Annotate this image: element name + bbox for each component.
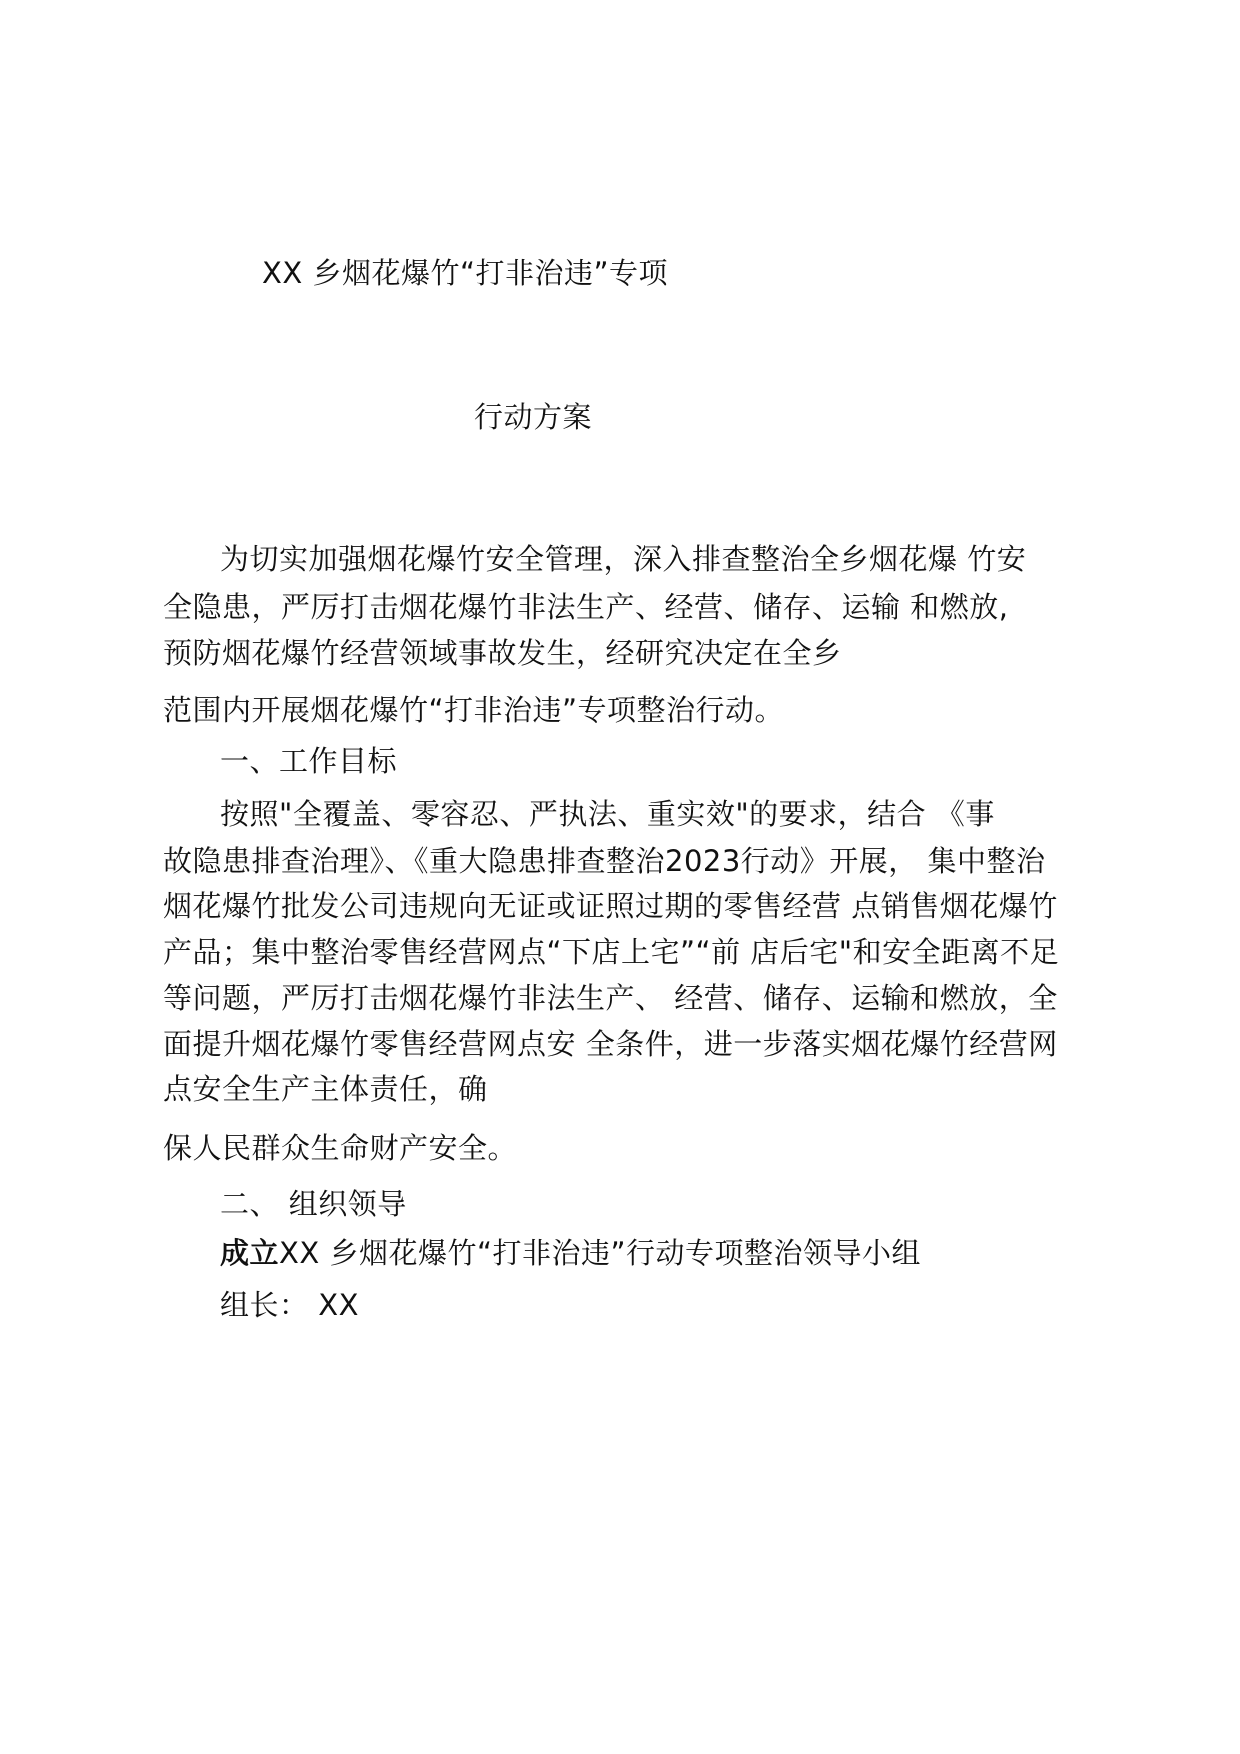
section2-line1-prefix: 成立	[220, 1236, 280, 1270]
section1-line-1: 按照"全覆盖、零容忍、严执法、重实效"的要求，结合 《事	[220, 797, 995, 831]
section1-line-8: 保人民群众生命财产安全。	[163, 1131, 518, 1165]
section2-line-1	[220, 1233, 921, 1273]
intro-line-3: 预防烟花爆竹经营领域事故发生，经研究决定在全乡	[163, 636, 842, 670]
leader-line: 组长： XX	[220, 1288, 359, 1322]
section1-line-2: 故隐患排查治理》、《重大隐患排查整治2023行动》开展， 集中整治	[163, 844, 1046, 878]
section1-line-7: 点安全生产主体责任，确	[163, 1072, 488, 1106]
intro-line-1: 为切实加强烟花爆竹安全管理，深入排查整治全乡烟花爆 竹安	[220, 542, 1027, 576]
document-title-line1: XX 乡烟花爆竹“打非治违”专项	[262, 256, 669, 290]
section1-line-4: 产品；集中整治零售经营网点“下店上宅”“前 店后宅"和安全距离不足	[163, 935, 1060, 969]
section2-line1-rest: XX 乡烟花爆竹“打非治违”行动专项整治领导小组	[279, 1236, 922, 1270]
intro-line-4: 范围内开展烟花爆竹“打非治违”专项整治行动。	[163, 693, 785, 727]
section1-heading: 一、工作目标	[220, 744, 398, 778]
section1-line-3: 烟花爆竹批发公司违规向无证或证照过期的零售经营 点销售烟花爆竹	[163, 889, 1058, 923]
section1-line-6: 面提升烟花爆竹零售经营网点安 全条件，进一步落实烟花爆竹经营网	[163, 1027, 1058, 1061]
section1-line-5: 等问题，严厉打击烟花爆竹非法生产、 经营、储存、运输和燃放，全	[163, 981, 1058, 1015]
document-title-line2: 行动方案	[474, 400, 593, 434]
section2-heading: 二、 组织领导	[220, 1187, 407, 1221]
intro-line-2: 全隐患，严厉打击烟花爆竹非法生产、经营、储存、运输 和燃放,	[163, 590, 1009, 624]
